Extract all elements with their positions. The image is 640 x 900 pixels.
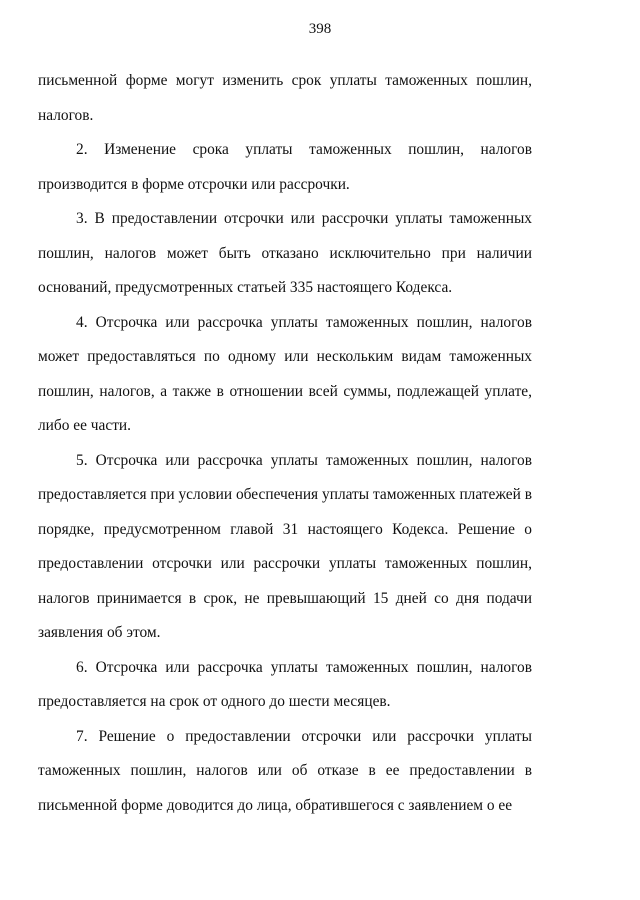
document-body bbox=[38, 64, 532, 823]
paragraph-3: 3. В предоставлении отсрочки или рассрочки уплаты таможенных пошлин, налогов может быть отказано исключительно при наличии оснований, предусмотренных статьей 335 настоящего Кодекса. bbox=[38, 210, 532, 296]
paragraph-5: 5. Отсрочка или рассрочка уплаты таможенных пошлин, налогов предоставляется при условии обеспечения уплаты таможенных платежей в порядке, предусмотренном главой 31 настоящего Кодекса. Решение о предоставлении отсрочки или рассрочки уплаты таможенных пошлин, налогов принимается в срок, не превышающий 15 дней со дня подачи заявления об этом. bbox=[38, 451, 532, 641]
paragraph-continuation: письменной форме могут изменить срок уплаты таможенных пошлин, налогов. bbox=[38, 72, 532, 124]
paragraph-2: 2. Изменение срока уплаты таможенных пошлин, налогов производится в форме отсрочки или рассрочки. bbox=[38, 141, 532, 193]
paragraph-6: 6. Отсрочка или рассрочка уплаты таможенных пошлин, налогов предоставляется на срок от одного до шести месяцев. bbox=[38, 658, 532, 710]
paragraph-4: 4. Отсрочка или рассрочка уплаты таможенных пошлин, налогов может предоставляться по одному или нескольким видам таможенных пошлин, налогов, а также в отношении всей суммы, подлежащей уплате, либо ее части. bbox=[38, 313, 532, 434]
page-number: 398 bbox=[308, 21, 332, 37]
paragraph-7: 7. Решение о предоставлении отсрочки или рассрочки уплаты таможенных пошлин, налогов или об отказе в ее предоставлении в письменной форме доводится до лица, обратившегося с заявлением о ее bbox=[38, 727, 532, 814]
